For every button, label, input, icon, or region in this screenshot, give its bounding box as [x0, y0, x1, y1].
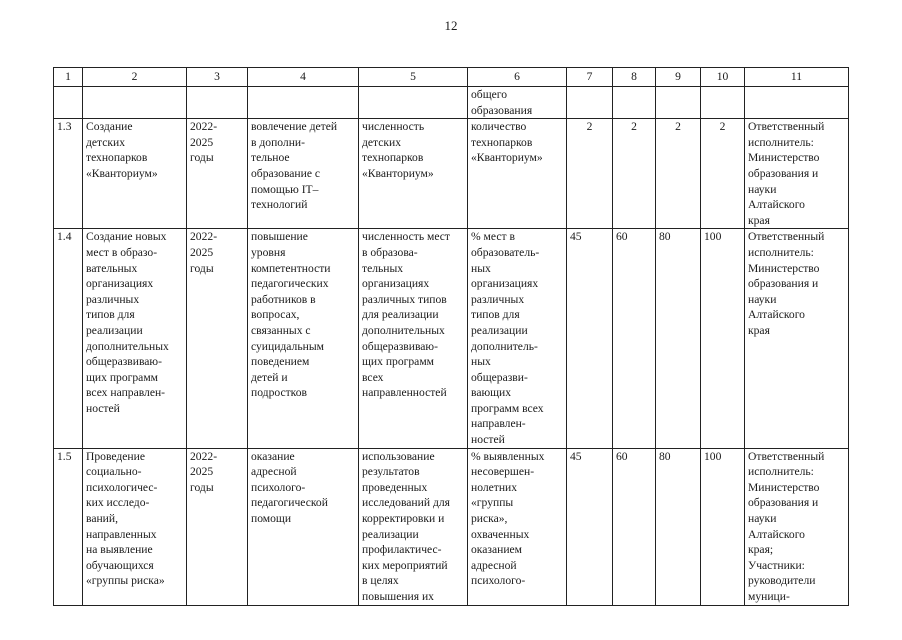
cell-measure	[83, 87, 187, 119]
cell-value-2025	[701, 87, 745, 119]
header-cell-2: 2	[83, 68, 187, 87]
cell-indicator: использование результатов проведенных исследований для корректировки и реализации профилактичес- ких мероприятий в целях повышения их	[359, 448, 468, 605]
cell-value-2023: 2	[613, 119, 656, 229]
cell-goal: оказание адресной психолого- педагогической помощи	[248, 448, 359, 605]
header-row	[54, 68, 849, 87]
table-row-1-5	[54, 448, 849, 605]
page-number: 12	[444, 18, 458, 33]
cell-value-2024: 80	[656, 448, 701, 605]
cell-indicator	[359, 87, 468, 119]
cell-indicator: численность мест в образова- тельных организациях различных типов для реализации дополнительных общеразвиваю- щих программ всех направленностей	[359, 229, 468, 448]
cell-value-2022	[567, 87, 613, 119]
cell-unit: % мест в образователь- ных организациях различных типов для реализации дополнитель- ных общеразви- вающих программ всех направлен- ностей	[468, 229, 567, 448]
cell-value-2024	[656, 87, 701, 119]
cell-number: 1.4	[54, 229, 83, 448]
cell-period: 2022- 2025 годы	[187, 229, 248, 448]
table-row-1-3	[54, 119, 849, 229]
cell-responsible: Ответственный исполнитель: Министерство образования и науки Алтайского края	[745, 119, 849, 229]
cell-unit: % выявленных несовершен- нолетних «группы риска», охваченных оказанием адресной психолого-	[468, 448, 567, 605]
cell-unit: общего образования	[468, 87, 567, 119]
cell-responsible: Ответственный исполнитель: Министерство образования и науки Алтайского края; Участники: руководители муници-	[745, 448, 849, 605]
cell-value-2025: 100	[701, 229, 745, 448]
cell-value-2024: 2	[656, 119, 701, 229]
cell-goal: повышение уровня компетентности педагогических работников в вопросах, связанных с суицидальным поведением детей и подростков	[248, 229, 359, 448]
cell-value-2023: 60	[613, 229, 656, 448]
cell-responsible	[745, 87, 849, 119]
cell-value-2023	[613, 87, 656, 119]
header-cell-10: 10	[701, 68, 745, 87]
cell-value-2022: 2	[567, 119, 613, 229]
cell-period	[187, 87, 248, 119]
header-cell-6: 6	[468, 68, 567, 87]
header-cell-1: 1	[54, 68, 83, 87]
header-cell-11: 11	[745, 68, 849, 87]
header-cell-7: 7	[567, 68, 613, 87]
table-row-1-4	[54, 229, 849, 448]
header-cell-8: 8	[613, 68, 656, 87]
cell-period: 2022- 2025 годы	[187, 119, 248, 229]
cell-number	[54, 87, 83, 119]
cell-number: 1.5	[54, 448, 83, 605]
cell-measure: Создание новых мест в образо- вательных организациях различных типов для реализации дополнительных общеразвиваю- щих программ всех направлен- ностей	[83, 229, 187, 448]
header-cell-5: 5	[359, 68, 468, 87]
cell-value-2023: 60	[613, 448, 656, 605]
cell-measure: Проведение социально- психологичес- ких исследо- ваний, направленных на выявление обучающихся «группы риска»	[83, 448, 187, 605]
cell-number: 1.3	[54, 119, 83, 229]
cell-value-2025: 2	[701, 119, 745, 229]
header-cell-4: 4	[248, 68, 359, 87]
cell-value-2022: 45	[567, 229, 613, 448]
cell-measure: Создание детских технопарков «Кванториум»	[83, 119, 187, 229]
cell-goal: вовлечение детей в дополни- тельное образование с помощью IT– технологий	[248, 119, 359, 229]
header-cell-9: 9	[656, 68, 701, 87]
cell-goal	[248, 87, 359, 119]
cell-indicator: численность детских технопарков «Кванториум»	[359, 119, 468, 229]
measures-table	[53, 67, 849, 606]
cell-responsible: Ответственный исполнитель: Министерство образования и науки Алтайского края	[745, 229, 849, 448]
cell-value-2024: 80	[656, 229, 701, 448]
cell-unit: количество технопарков «Кванториум»	[468, 119, 567, 229]
cell-period: 2022- 2025 годы	[187, 448, 248, 605]
header-cell-3: 3	[187, 68, 248, 87]
cell-value-2025: 100	[701, 448, 745, 605]
table-row-continuation	[54, 87, 849, 119]
cell-value-2022: 45	[567, 448, 613, 605]
